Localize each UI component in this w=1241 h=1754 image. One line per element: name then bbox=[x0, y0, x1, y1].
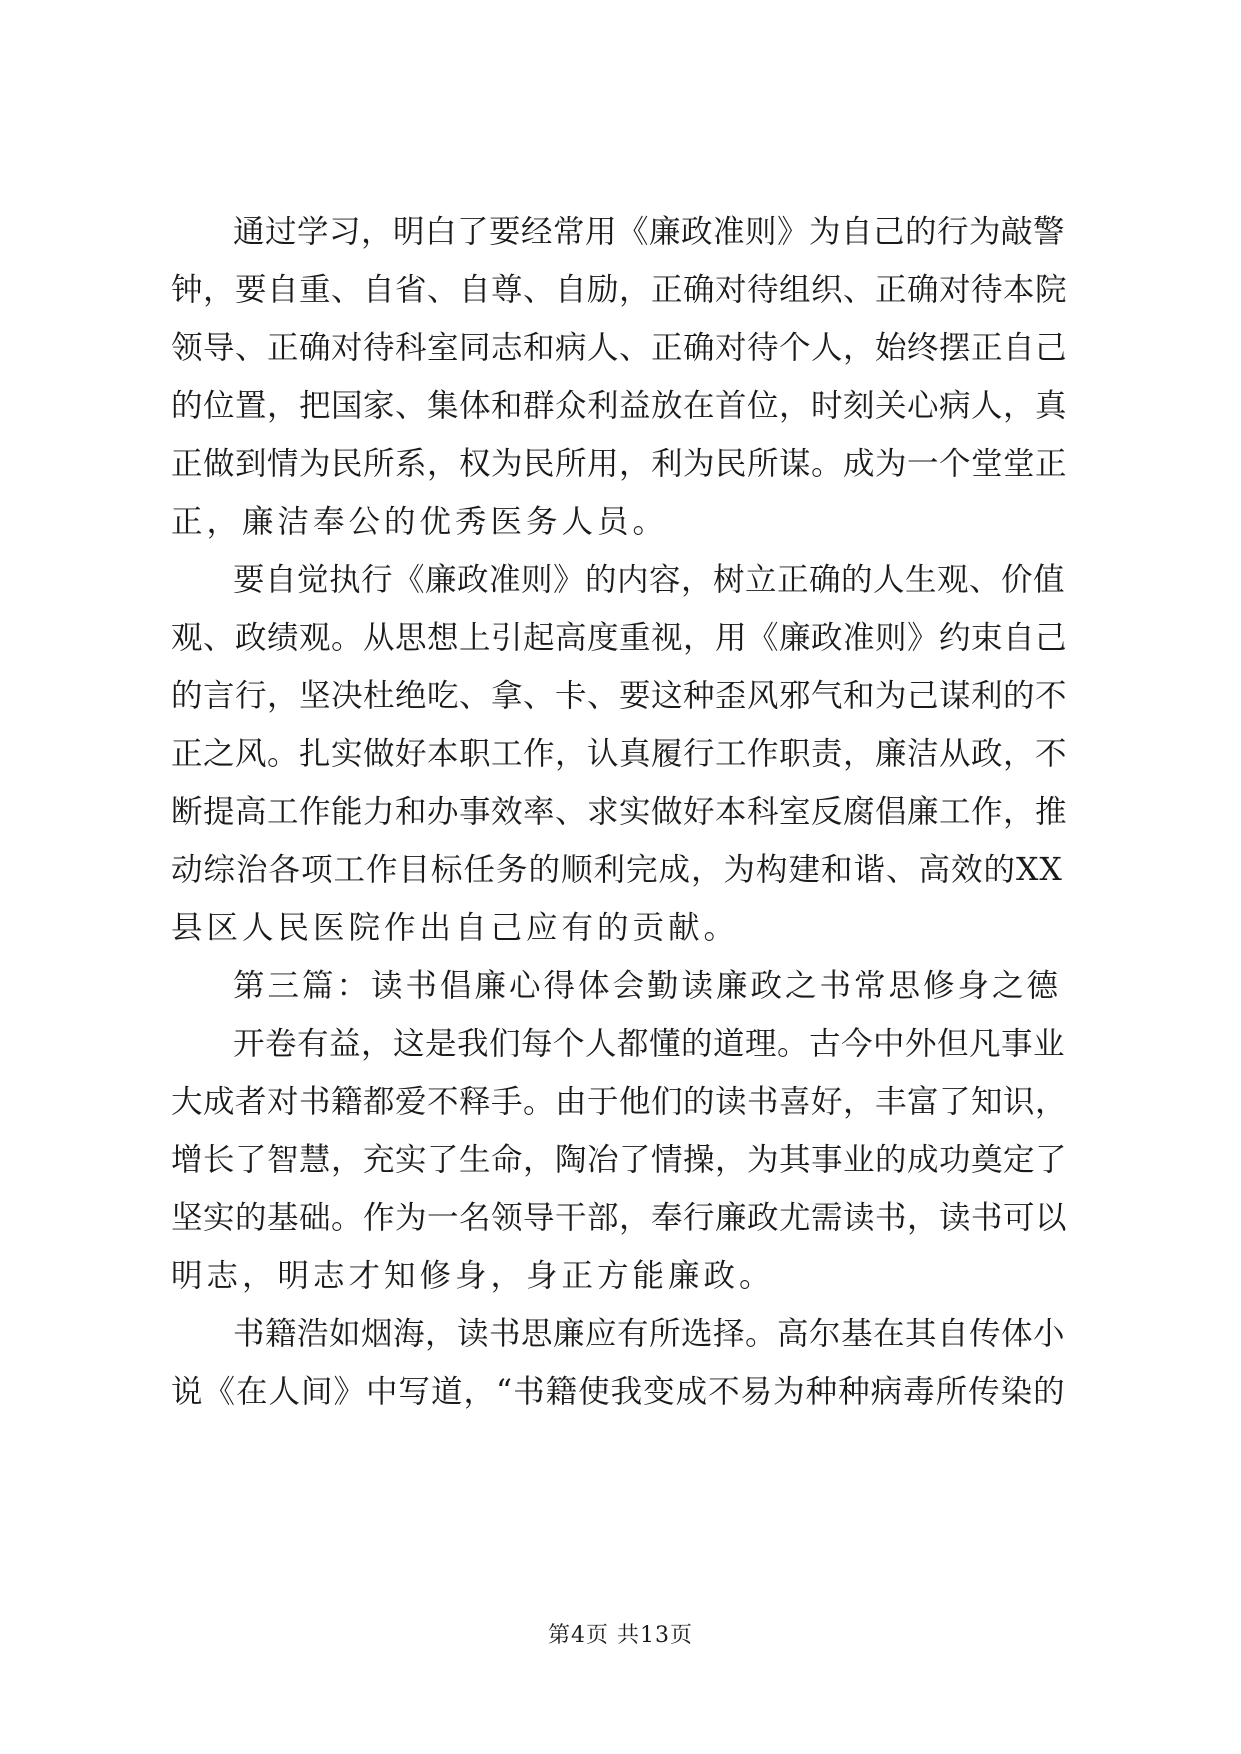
paragraph-2-line-6: 动综治各项工作目标任务的顺利完成，为构建和谐、高效的XX bbox=[171, 852, 1063, 888]
paragraph-1-line-5: 正做到情为民所系，权为民所用，利为民所谋。成为一个堂堂正 bbox=[171, 446, 1068, 482]
paragraph-4-line-2: 说《在人间》中写道，“书籍使我变成不易为种种病毒所传染的 bbox=[171, 1374, 1066, 1410]
paragraph-4-line-1: 书籍浩如烟海，读书思廉应有所选择。高尔基在其自传体小 bbox=[233, 1316, 1066, 1352]
paragraph-3-line-4: 坚实的基础。作为一名领导干部，奉行廉政尤需读书，读书可以 bbox=[171, 1200, 1068, 1236]
section-heading: 第三篇：读书倡廉心得体会勤读廉政之书常思修身之德 bbox=[233, 968, 1062, 1004]
paragraph-2-line-1: 要自觉执行《廉政准则》的内容，树立正确的人生观、价值 bbox=[233, 562, 1066, 598]
paragraph-3-line-2: 大成者对书籍都爱不释手。由于他们的读书喜好，丰富了知识， bbox=[171, 1084, 1068, 1120]
paragraph-1-line-2: 钟，要自重、自省、自尊、自励，正确对待组织、正确对待本院 bbox=[171, 272, 1068, 308]
paragraph-2-line-7: 县区人民医院作出自己应有的贡献。 bbox=[171, 910, 740, 946]
paragraph-2-line-5: 断提高工作能力和办事效率、求实做好本科室反腐倡廉工作，推 bbox=[171, 794, 1068, 830]
paragraph-3-line-5: 明志，明志才知修身，身正方能廉政。 bbox=[171, 1258, 775, 1294]
paragraph-1-line-4: 的位置，把国家、集体和群众利益放在首位，时刻关心病人，真 bbox=[171, 388, 1068, 424]
paragraph-1-line-6: 正，廉洁奉公的优秀医务人员。 bbox=[171, 504, 669, 540]
paragraph-2-line-4: 正之风。扎实做好本职工作，认真履行工作职责，廉洁从政，不 bbox=[171, 736, 1068, 772]
paragraph-1-line-1: 通过学习，明白了要经常用《廉政准则》为自己的行为敲警 bbox=[233, 214, 1066, 250]
paragraph-1-line-3: 领导、正确对待科室同志和病人、正确对待个人，始终摆正自己 bbox=[171, 330, 1068, 366]
page-number-footer: 第4页 共13页 bbox=[548, 1623, 693, 1648]
paragraph-2-line-3: 的言行，坚决杜绝吃、拿、卡、要这种歪风邪气和为己谋利的不 bbox=[171, 678, 1068, 714]
paragraph-2-line-2: 观、政绩观。从思想上引起高度重视，用《廉政准则》约束自己 bbox=[171, 620, 1068, 656]
paragraph-3-line-3: 增长了智慧，充实了生命，陶冶了情操，为其事业的成功奠定了 bbox=[171, 1142, 1068, 1178]
paragraph-3-line-1: 开卷有益，这是我们每个人都懂的道理。古今中外但凡事业 bbox=[233, 1026, 1066, 1062]
